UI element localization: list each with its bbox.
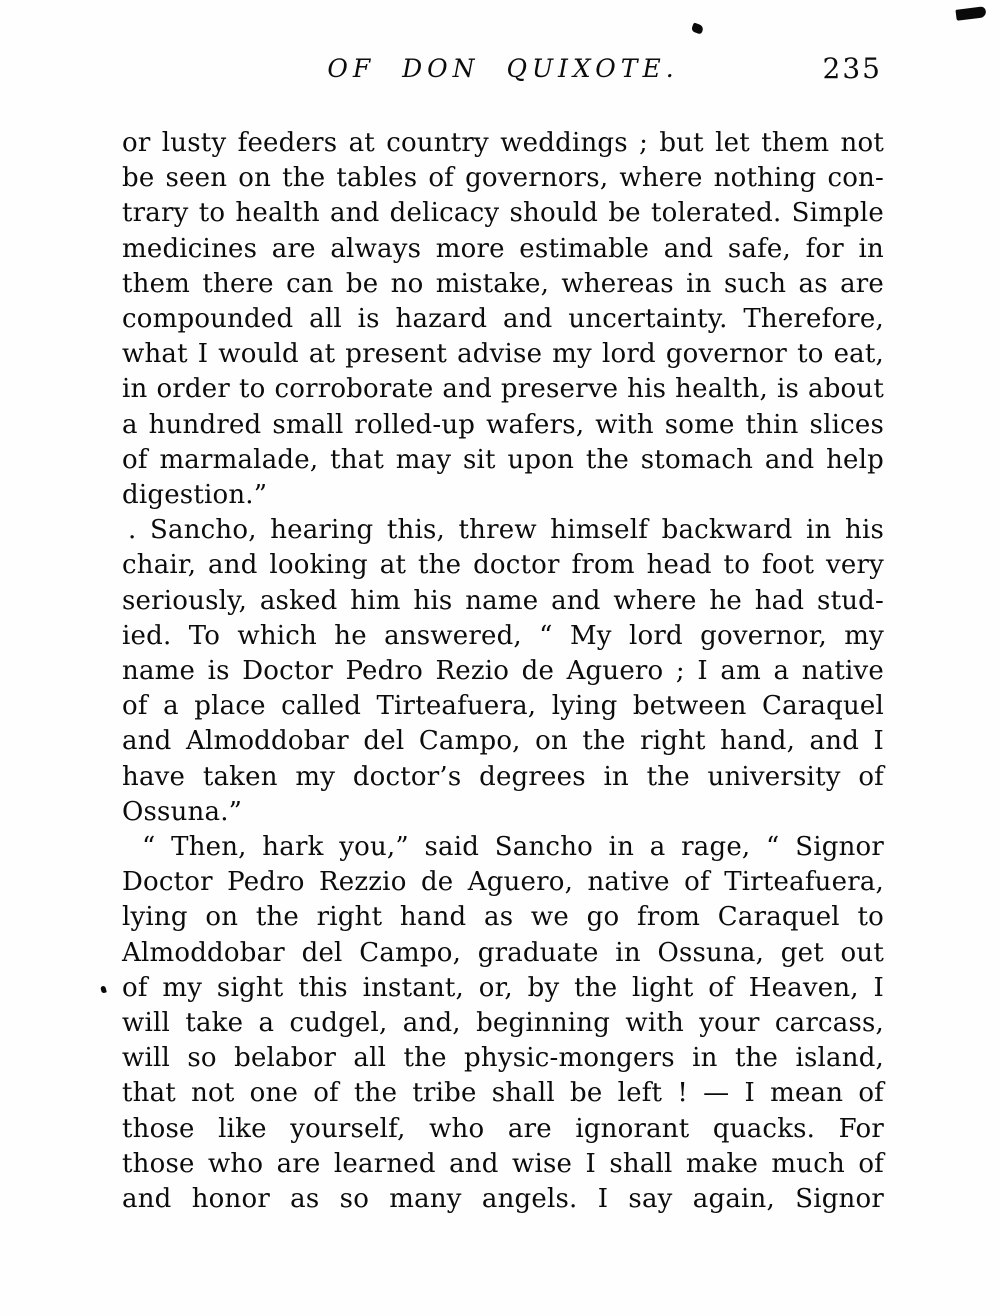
text-line: trary to health and delicacy should be tolerated. Simple	[122, 198, 884, 229]
paragraph	[122, 513, 884, 830]
text-line: . Sancho, hearing this, threw himself backward in his	[128, 515, 884, 546]
page-number: 235	[822, 52, 882, 85]
text-line: be seen on the tables of governors, where nothing con-	[122, 163, 884, 194]
body-text	[122, 126, 884, 1217]
ink-speck-margin	[100, 985, 107, 993]
paragraph	[122, 830, 884, 1217]
text-line: that not one of the tribe shall be left ! — I mean of	[122, 1078, 884, 1109]
text-line: and Almoddobar del Campo, on the right hand, and I	[122, 726, 884, 757]
text-line: a hundred small rolled-up wafers, with some thin slices	[122, 409, 884, 440]
text-line: will so belabor all the physic-mongers in the island,	[122, 1043, 884, 1074]
text-line: them there can be no mistake, whereas in such as are	[122, 268, 884, 299]
text-line: compounded all is hazard and uncertainty. Therefore,	[122, 304, 884, 335]
text-line: lying on the right hand as we go from Caraquel to	[122, 902, 884, 933]
text-line: medicines are always more estimable and safe, for in	[122, 233, 884, 264]
text-line: of my sight this instant, or, by the light of Heaven, I	[122, 972, 884, 1003]
text-line: or lusty feeders at country weddings ; but let them not	[122, 128, 884, 158]
text-line: chair, and looking at the doctor from head to foot very	[122, 550, 884, 581]
text-line: seriously, asked him his name and where he had stud-	[122, 585, 884, 616]
text-line: Almoddobar del Campo, graduate in Ossuna, get out	[122, 937, 884, 968]
text-line: “ Then, hark you,” said Sancho in a rage, “ Signor	[142, 832, 884, 863]
text-line: ied. To which he answered, “ My lord governor, my	[122, 620, 884, 651]
text-line: Ossuna.”	[122, 796, 243, 827]
text-line: those like yourself, who are ignorant quacks. For	[122, 1113, 884, 1144]
text-line: will take a cudgel, and, beginning with your carcass,	[122, 1008, 884, 1039]
ink-speck-top	[691, 22, 704, 34]
text-line: have taken my doctor’s degrees in the university of	[122, 761, 884, 792]
ink-speck-corner	[955, 6, 986, 21]
text-line: digestion.”	[122, 480, 268, 511]
text-line: and honor as so many angels. I say again, Signor	[122, 1184, 884, 1215]
text-line: of a place called Tirteafuera, lying between Caraquel	[122, 691, 884, 722]
text-line: what I would at present advise my lord governor to eat,	[122, 339, 884, 370]
text-line: name is Doctor Pedro Rezio de Aguero ; I am a native	[122, 656, 884, 687]
paragraph	[122, 126, 884, 513]
text-line: in order to corroborate and preserve his health, is about	[122, 374, 884, 405]
text-line: Doctor Pedro Rezzio de Aguero, native of Tirteafuera,	[122, 867, 884, 898]
running-title: OF DON QUIXOTE.	[327, 54, 679, 83]
text-line: of marmalade, that may sit upon the stomach and help	[122, 444, 884, 475]
running-header	[122, 54, 884, 88]
text-line: those who are learned and wise I shall make much of	[122, 1148, 884, 1179]
